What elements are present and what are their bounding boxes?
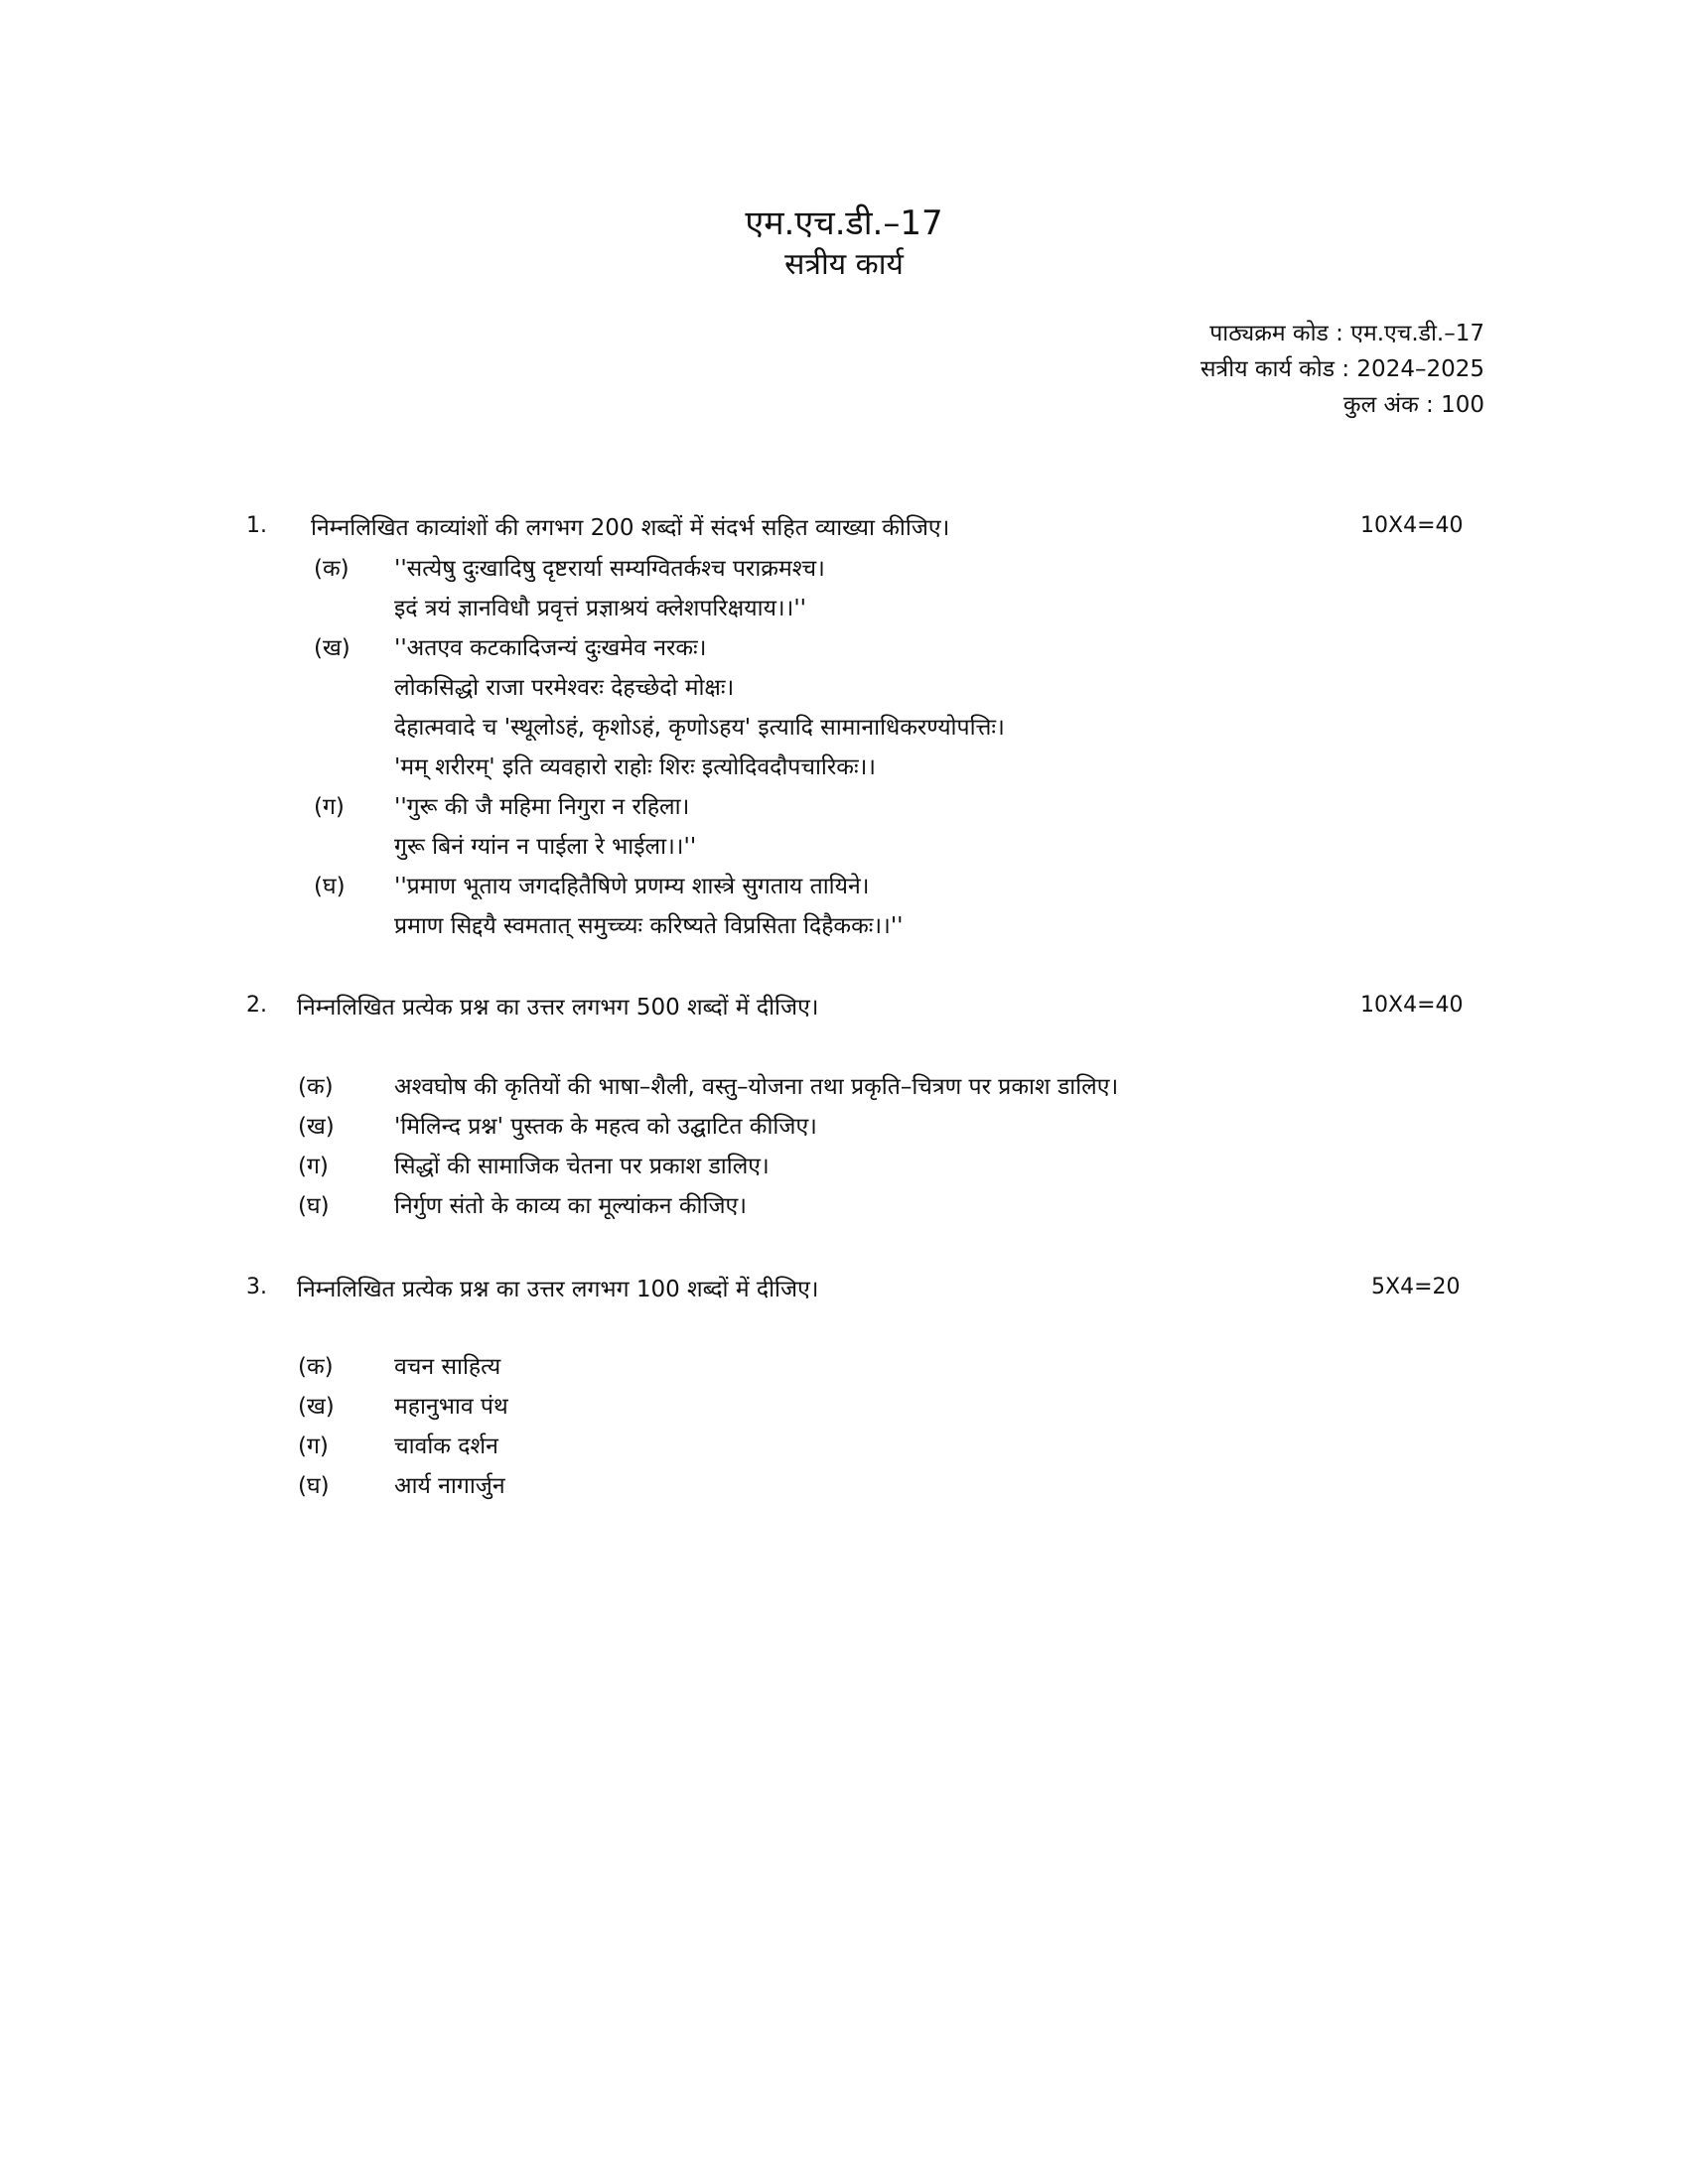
q1-part-ga-label: (ग) bbox=[314, 794, 345, 820]
q2-part-kha-label: (ख) bbox=[298, 1114, 335, 1140]
q2-part-ga-line-1: सिद्धों की सामाजिक चेतना पर प्रकाश डालिए। bbox=[394, 1154, 770, 1179]
question-1-text: निम्नलिखित काव्यांशों की लगभग 200 शब्दों में संदर्भ सहित व्याख्या कीजिए। bbox=[311, 515, 950, 541]
q3-part-ka-line-1: वचन साहित्य bbox=[394, 1354, 501, 1380]
q1-part-gha-label: (घ) bbox=[314, 874, 346, 899]
question-2-number: 2. bbox=[246, 993, 267, 1018]
q3-part-gha-label: (घ) bbox=[298, 1473, 330, 1499]
question-3-marks: 5X4=20 bbox=[1371, 1275, 1461, 1299]
q2-part-kha-line-1: 'मिलिन्द प्रश्न' पुस्तक के महत्व को उद्घाटित कीजिए। bbox=[394, 1114, 817, 1140]
question-3-number: 3. bbox=[246, 1275, 267, 1299]
total-marks: कुल अंक : 100 bbox=[1342, 392, 1484, 418]
assignment-code: सत्रीय कार्य कोड : 2024–2025 bbox=[1200, 356, 1484, 382]
question-1-number: 1. bbox=[246, 513, 267, 538]
q2-part-gha-line-1: निर्गुण संतो के काव्य का मूल्यांकन कीजिए। bbox=[394, 1193, 747, 1219]
q1-part-kha-line-2: लोकसिद्धो राजा परमेश्वरः देहच्छेदो मोक्षः। bbox=[394, 675, 735, 701]
question-2-text: निम्नलिखित प्रत्येक प्रश्न का उत्तर लगभग 500 शब्दों में दीजिए। bbox=[297, 995, 819, 1021]
document-title: एम.एच.डी.–17 bbox=[745, 204, 943, 243]
q3-part-ka-label: (क) bbox=[298, 1354, 334, 1380]
assignment-meta bbox=[1200, 316, 1484, 423]
q1-part-ga-line-1: ''गुरू की जै महिमा निगुरा न रहिला। bbox=[394, 794, 690, 820]
q1-part-ka-line-1: ''सत्येषु दुःखादिषु दृष्टरार्या सम्यग्वितर्कश्च पराक्रमश्च। bbox=[394, 556, 825, 582]
q3-part-ga-line-1: चार्वाक दर्शन bbox=[394, 1433, 498, 1459]
document-subtitle: सत्रीय कार्य bbox=[784, 247, 904, 282]
q3-part-kha-line-1: महानुभाव पंथ bbox=[394, 1394, 508, 1420]
q1-part-ka-line-2: इदं त्रयं ज्ञानविधौ प्रवृत्तं प्रज्ञाश्रयं क्लेशपरिक्षयाय।।'' bbox=[394, 596, 806, 621]
q2-part-ka-label: (क) bbox=[298, 1074, 334, 1100]
q3-part-gha-line-1: आर्य नागार्जुन bbox=[394, 1473, 505, 1499]
course-code: पाठ्यक्रम कोड : एम.एच.डी.–17 bbox=[1209, 321, 1484, 346]
question-1-marks: 10X4=40 bbox=[1360, 513, 1464, 538]
q1-part-kha-label: (ख) bbox=[314, 635, 351, 661]
q1-part-kha-line-1: ''अतएव कटकादिजन्यं दुःखमेव नरकः। bbox=[394, 635, 707, 661]
q3-part-ga-label: (ग) bbox=[298, 1433, 329, 1459]
q2-part-ka-line-1: अश्वघोष की कृतियों की भाषा–शैली, वस्तु–योजना तथा प्रकृति–चित्रण पर प्रकाश डालिए। bbox=[394, 1074, 1119, 1100]
q1-part-kha-line-4: 'मम् शरीरम्' इति व्यवहारो राहोः शिरः इत्योदिवदौपचारिकः।। bbox=[394, 754, 877, 780]
q1-part-kha-line-3: देहात्मवादे च 'स्थूलोऽहं, कृशोऽहं, कृणोऽहय' इत्यादि सामानाधिकरण्योपत्तिः। bbox=[394, 715, 1005, 741]
q1-part-ka-label: (क) bbox=[314, 556, 350, 582]
q3-part-kha-label: (ख) bbox=[298, 1394, 335, 1420]
q1-part-gha-line-2: प्रमाण सिद्दयै स्वमतात् समुच्च्यः करिष्यते विप्रसिता दिहैककः।।'' bbox=[394, 913, 904, 939]
question-2-marks: 10X4=40 bbox=[1360, 993, 1464, 1018]
q1-part-gha-line-1: ''प्रमाण भूताय जगदहितैषिणे प्रणम्य शास्त्रे सुगताय तायिने। bbox=[394, 874, 870, 899]
q2-part-gha-label: (घ) bbox=[298, 1193, 330, 1219]
q1-part-ga-line-2: गुरू बिनं ग्यांन न पाईला रे भाईला।।'' bbox=[394, 834, 697, 860]
q2-part-ga-label: (ग) bbox=[298, 1154, 329, 1179]
question-3-text: निम्नलिखित प्रत्येक प्रश्न का उत्तर लगभग 100 शब्दों में दीजिए। bbox=[297, 1277, 819, 1302]
